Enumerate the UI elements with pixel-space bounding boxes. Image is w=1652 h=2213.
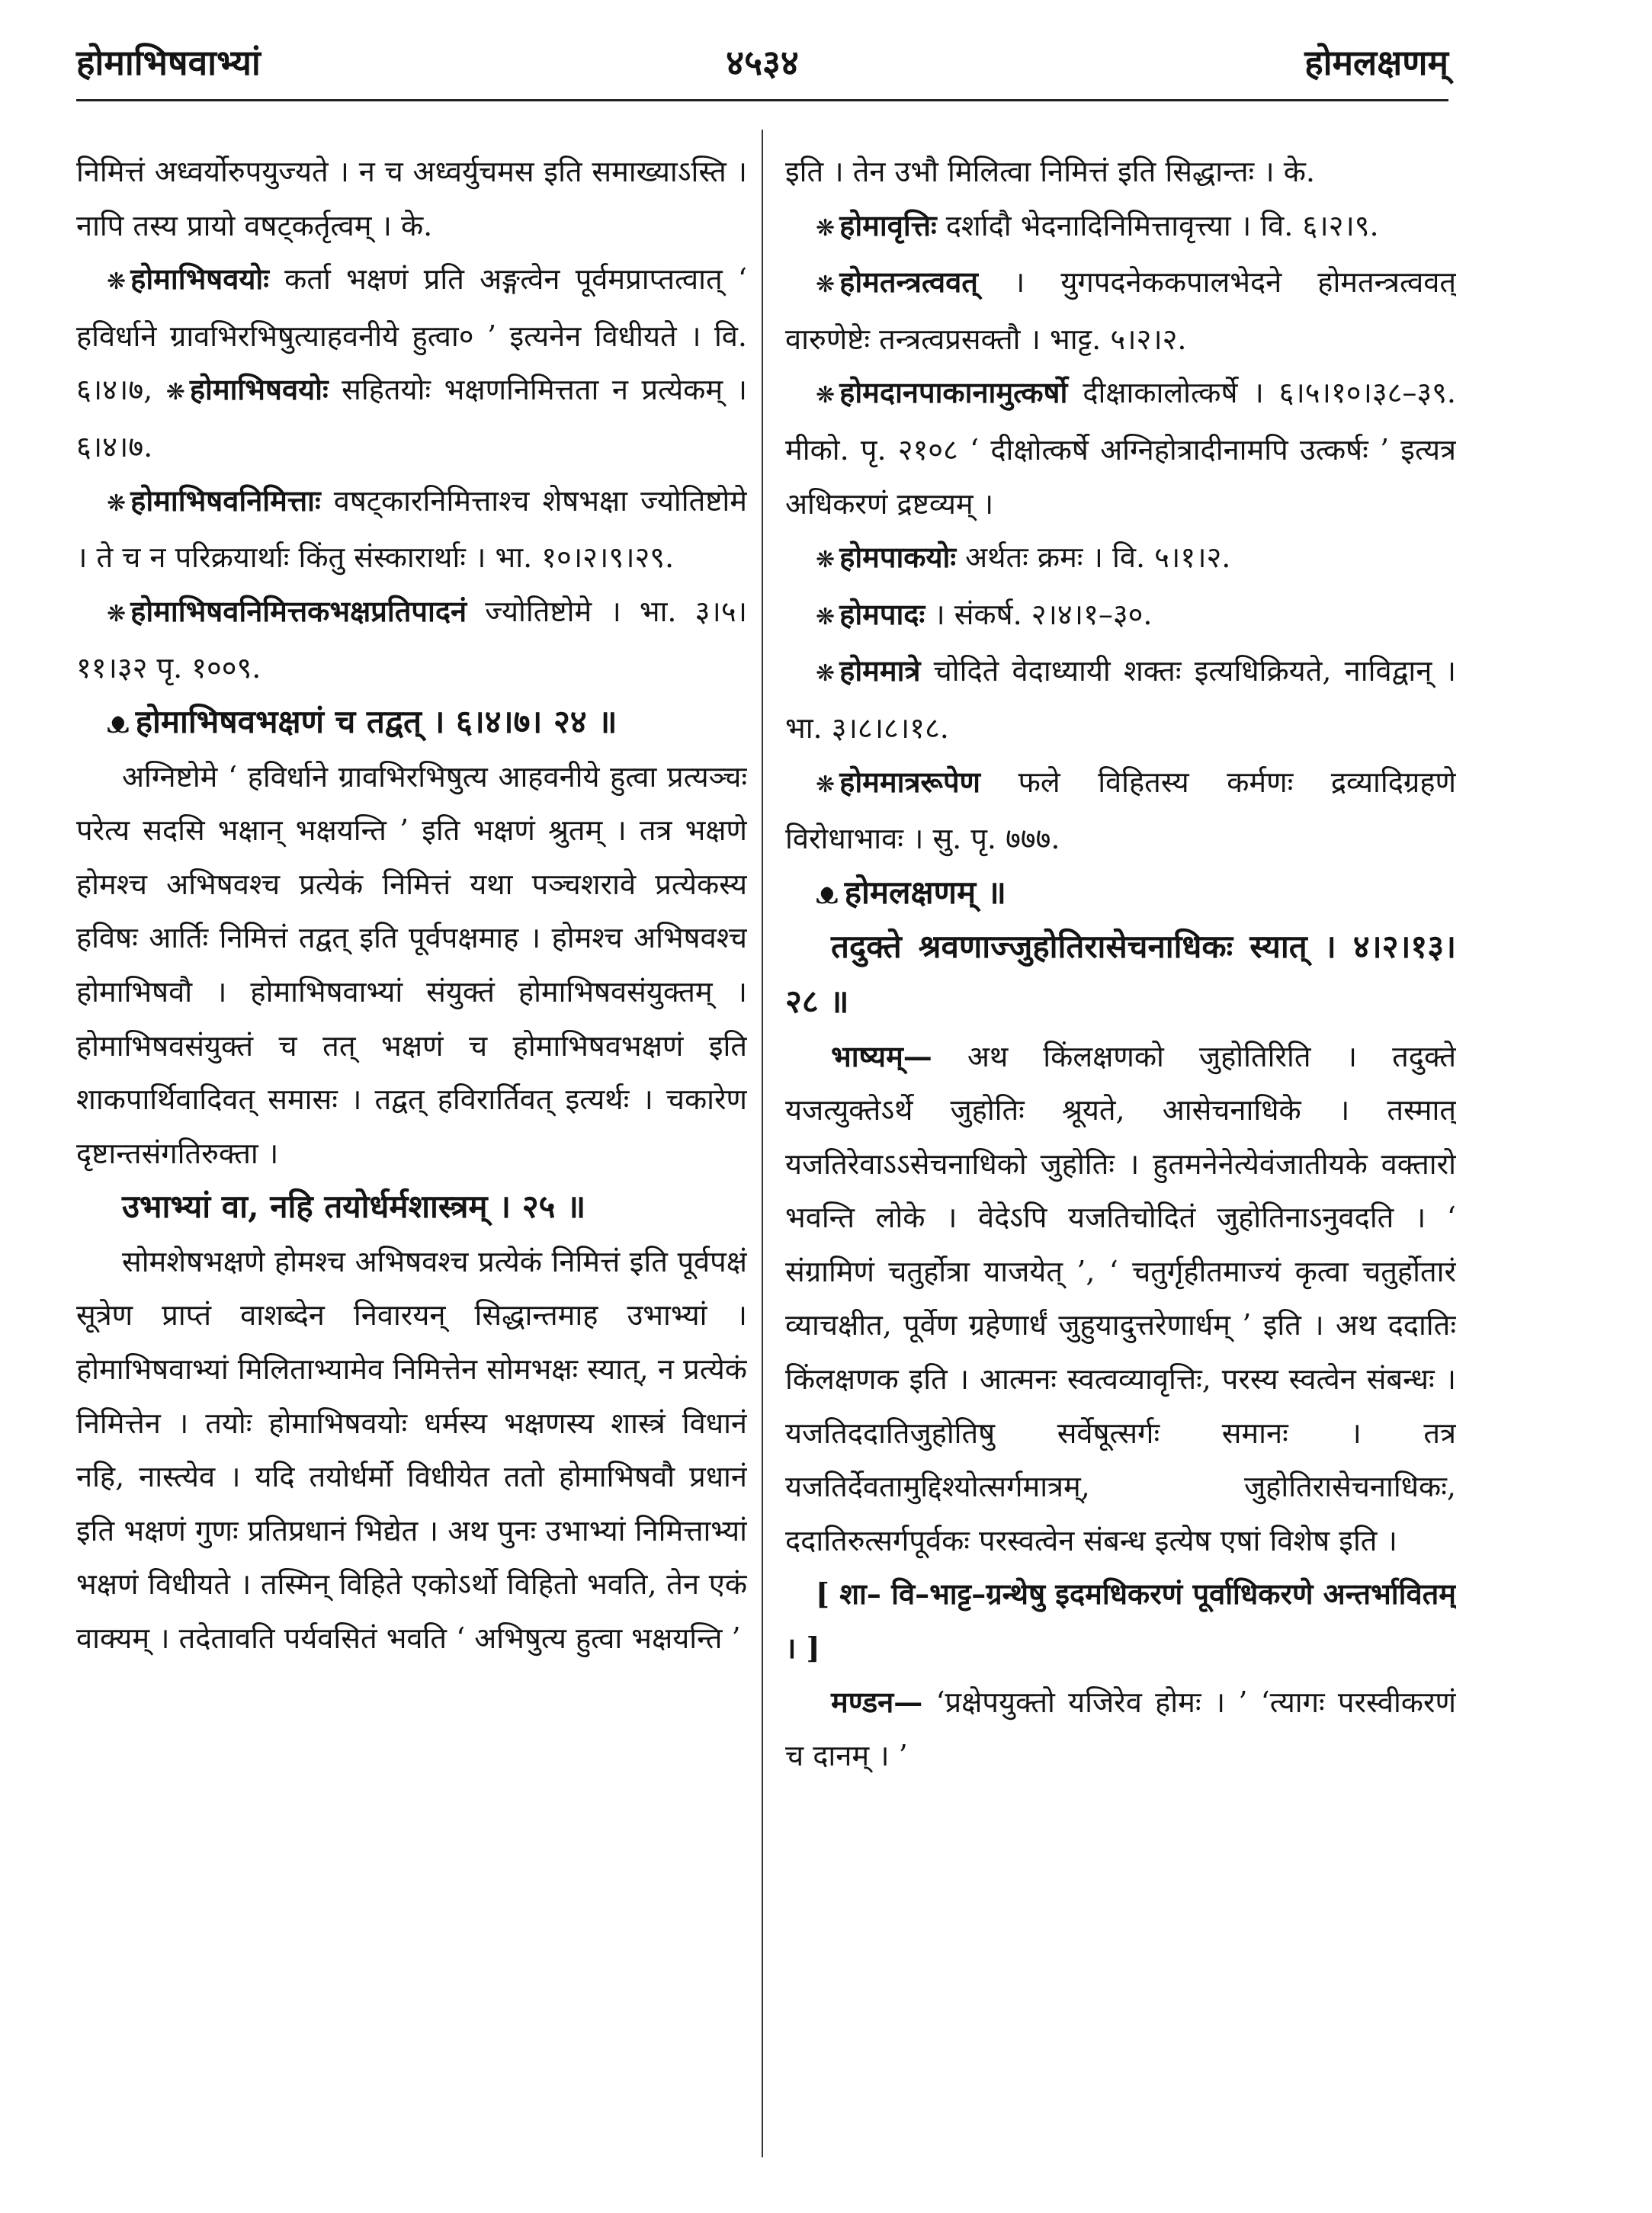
entry [785, 531, 1456, 588]
bullet-icon: ❋ [816, 603, 836, 630]
entry-text: वषट्कारनिमित्ताश्च शेषभक्षा ज्योतिष्टोमे । ते च न परिक्रयार्थाः किंतु संस्कारार्थाः । भा. १०।२।९।२९. [76, 483, 747, 575]
bullet-icon: ❋ [107, 600, 127, 627]
entry [785, 644, 1456, 755]
entry-text: सहितयोः भक्षणनिमित्तता न प्रत्येकम् । ६।४।७. [76, 373, 747, 463]
bullet-icon: ❋ [107, 489, 127, 517]
bullet-icon: ❋ [816, 271, 836, 299]
bullet-icon: ❋ [816, 660, 836, 688]
paragraph: निमित्तं अध्वर्योरुपयुज्यते । न च अध्वर्युचमस इति समाख्याऽस्ति । नापि तस्य प्रायो वषट्कर्तृत्वम् । के. [76, 155, 747, 242]
bhashya-label: भाष्यम्— [831, 1038, 932, 1073]
entry [785, 588, 1456, 645]
entry-keyword: होमतन्त्रत्ववत् [839, 265, 978, 300]
entry-keyword: होमाभिषवयोः [189, 372, 329, 407]
entry-keyword: होमावृत्तिः [839, 207, 937, 242]
page-number: ४५३४ [726, 42, 799, 83]
running-head-right: होमलक्षणम् [1304, 42, 1448, 83]
entry-keyword: होममात्ररूपेण [839, 764, 981, 799]
page-header [76, 38, 1448, 101]
entry-text: कर्ता भक्षणं प्रति अङ्गत्वेन पूर्वमप्राप्तत्वात् ‘ हविर्धाने ग्रावभिरभिषुत्याहवनीये हुत्वा० ’ इत्यनेन विधीयते । वि. ६।४।७, [76, 262, 747, 407]
bullet-icon: ❋ [107, 268, 127, 296]
commentary: अग्निष्टोमे ‘ हविर्धाने ग्रावभिरभिषुत्य आहवनीये हुत्वा प्रत्यञ्चः परेत्य सदसि भक्षान् भक्षयन्ति ’ इति भक्षणं श्रुतम् । तत्र भक्षणे होमश्च अभिषवश्च प्रत्येकं निमित्तं यथा पञ्चशरावे प्रत्येकस्य हविषः आर्तिः निमित्तं तद्वत् इति पूर्वपक्षमाह । होमश्च अभिषवश्च होमाभिषवौ । होमाभिषवाभ्यां संयुक्तं होमाभिषवसंयुक्तम् । होमाभिषवसंयुक्तं च तत् भक्षणं च होमाभिषवभक्षणं इति शाकपार्थिवादिवत् समासः । तद्वत् हविरार्तिवत् इत्यर्थः । चकारेण दृष्टान्तसंगतिरुक्ता । [76, 759, 747, 1170]
right-column [785, 145, 1456, 2157]
bhashya-text: अथ किंलक्षणको जुहोतिरिति । तदुक्ते यजत्युक्तेऽर्थे जुहोतिः श्रूयते, आसेचनाधिके । तस्मात् यजतिरेवाऽऽसेचनाधिको जुहोतिः । हुतमनेनेत्येवंजातीयके वक्तारो भवन्ति लोके । वेदेऽपि यजतिचोदितं जुहोतिनाऽनुवदति । ‘ संग्रामिणं चतुर्होत्रा याजयेत् ’, ‘ चतुर्गृहीतमाज्यं कृत्वा चतुर्होतारं व्याचक्षीत, पूर्वेण ग्रहेणार्धं जुहुयादुत्तरेणार्धम् ’ इति । अथ ददातिः किंलक्षणक इति । आत्मनः स्वत्वव्यावृत्तिः, परस्य स्वत्वेन संबन्धः । यजतिददातिजुहोतिषु सर्वेषूत्सर्गः समानः । तत्र यजतिर्देवतामुद्दिश्योत्सर्गमात्रम्, जुहोतिरासेचनाधिकः, ददातिरुत्सर्गपूर्वकः परस्वत्वेन संबन्ध इत्येष एषां विशेष इति । [785, 1039, 1456, 1557]
sutra [76, 1180, 747, 1235]
entry [785, 199, 1456, 256]
bullet-icon: ❋ [816, 547, 836, 574]
entry-text: । युगपदनेककपालभेदने होमतन्त्रत्ववत् वारुणेष्टेः तन्त्रत्वप्रसक्तौ । भाट्ट. ५।२।२. [785, 265, 1456, 356]
sutra [785, 920, 1456, 1029]
bullet-icon: ❋ [816, 214, 836, 242]
sutra-text: होमाभिषवभक्षणं च तद्वत् । ६।४।७। २४ ॥ [135, 702, 617, 740]
sutra-text: तदुक्ते श्रवणाज्जुहोतिरासेचनाधिकः स्यात् । ४।२।१३।२८ ॥ [785, 928, 1456, 1020]
entry-keyword: होमाभिषवनिमित्तकभक्षप्रतिपादनं [130, 593, 467, 628]
section-heading [785, 866, 1456, 921]
entry [76, 585, 747, 695]
entry [785, 255, 1456, 366]
entry-keyword: होमदानपाकानामुत्कर्षो [839, 375, 1068, 410]
entry-keyword: होमाभिषवयोः [130, 261, 269, 297]
bullet-icon: ❋ [816, 771, 836, 798]
mandan [785, 1676, 1456, 1783]
bhashya [785, 1030, 1456, 1568]
left-column [76, 145, 747, 2157]
sutra-mark-icon: ᴥ [107, 704, 130, 740]
entry-keyword: होमाभिषवनिमित्ताः [130, 483, 321, 518]
entry-text: चोदिते वेदाध्यायी शक्तः इत्यधिक्रियते, नाविद्वान् । भा. ३।८।८।१८. [785, 654, 1456, 745]
entry-text: ज्योतिष्टोमे । भा. ३।५।११।३२ पृ. १००९. [76, 594, 747, 685]
entry-text: दर्शादौ भेदनादिनिमित्तावृत्त्या । वि. ६।२।९. [945, 208, 1379, 242]
entry-text: दीक्षाकालोत्कर्षे । ६।५।१०।३८–३९. मीको. पृ. २१०८ ‘ दीक्षोत्कर्षे अग्निहोत्रादीनामपि उत्कर्षः ’ इत्यत्र अधिकरणं द्रष्टव्यम् । [785, 376, 1456, 521]
sutra [76, 695, 747, 750]
entry-text: । संकर्ष. २।४।१–३०. [934, 597, 1153, 631]
paragraph: इति । तेन उभौ मिलित्वा निमित्तं इति सिद्धान्तः । के. [785, 155, 1315, 188]
sutra-text: उभाभ्यां वा, नहि तयोर्धर्मशास्त्रम् । २५ ॥ [122, 1188, 586, 1226]
heading-text: होमलक्षणम् ॥ [844, 873, 1006, 911]
entry-keyword: होमपादः [839, 596, 925, 631]
entry [76, 474, 747, 585]
entry [76, 252, 747, 473]
entry-text: फले विहितस्य कर्मणः द्रव्यादिग्रहणे विरोधाभावः । सु. पृ. ७७७. [785, 765, 1456, 856]
entry [785, 755, 1456, 866]
sutra-mark-icon: ᴥ [816, 875, 839, 911]
bullet-icon: ❋ [165, 379, 185, 406]
column-divider [762, 130, 763, 2157]
entry-keyword: होममात्रे [839, 653, 921, 688]
running-head-left: होमाभिषवाभ्यां [76, 42, 261, 83]
entry-keyword: होमपाकयोः [839, 540, 957, 575]
mandan-label: मण्डन— [831, 1684, 923, 1719]
bullet-icon: ❋ [816, 382, 836, 409]
bracket-note: [ शा– वि–भाट्ट–ग्रन्थेषु इदमधिकरणं पूर्वाधिकरणे अन्तर्भावितम् । ] [785, 1576, 1456, 1666]
mandan-text: ‘प्रक्षेपयुक्तो यजिरेव होमः । ’ ‘त्यागः परस्वीकरणं च दानम् । ’ [785, 1685, 1456, 1773]
entry-text: अर्थतः क्रमः । वि. ५।१।२. [965, 540, 1231, 575]
entry [785, 366, 1456, 531]
commentary: सोमशेषभक्षणे होमश्च अभिषवश्च प्रत्येकं निमित्तं इति पूर्वपक्षं सूत्रेण प्राप्तं वाशब्देन निवारयन् सिद्धान्तमाह उभाभ्यां । होमाभिषवाभ्यां मिलिताभ्यामेव निमित्तेन सोमभक्षः स्यात्, न प्रत्येकं निमित्तेन । तयोः होमाभिषवयोः धर्मस्य भक्षणस्य शास्त्रं विधानं नहि, नास्त्येव । यदि तयोर्धर्मो विधीयेत ततो होमाभिषवौ प्रधानं इति भक्षणं गुणः प्रतिप्रधानं भिद्येत । अथ पुनः उभाभ्यां निमित्ताभ्यां भक्षणं विधीयते । तस्मिन् विहिते एकोऽर्थो विहितो भवति, तेन एकं वाक्यम् । तदेतावति पर्यवसितं भवति ‘ अभिषुत्य हुत्वा भक्षयन्ति ’ [76, 1244, 747, 1656]
